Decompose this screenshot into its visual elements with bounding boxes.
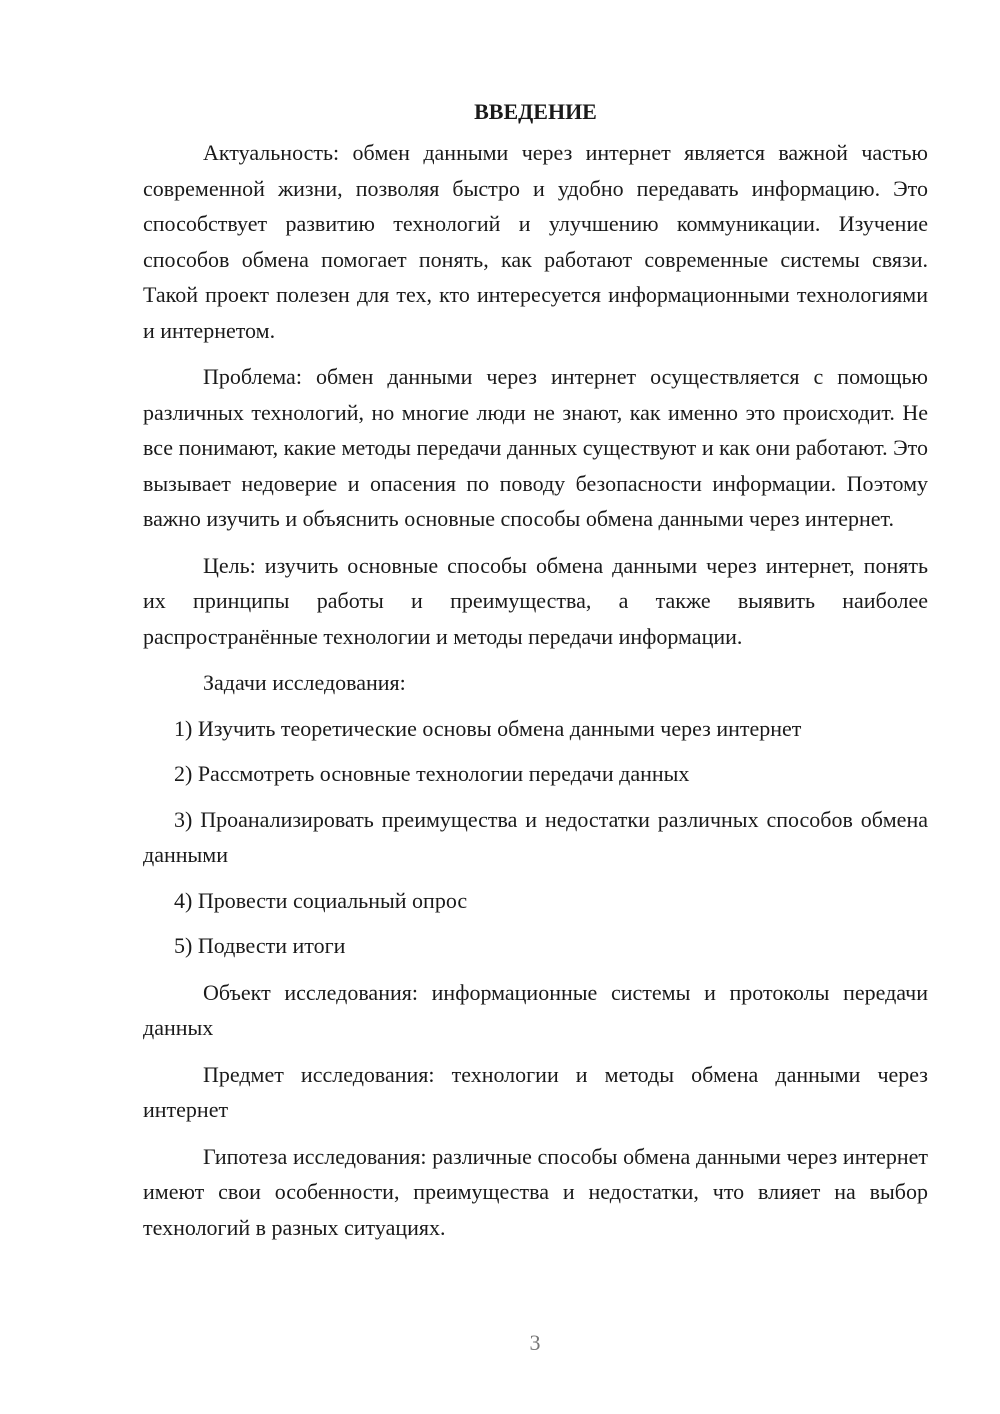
- page-title: ВВЕДЕНИЕ: [474, 99, 597, 124]
- paragraph-relevance: Актуальность: обмен данными через интернет является важной частью современной жизни, позволяя быстро и удобно передавать информацию. Это способствует развитию технологий и улучшению коммуникации. Изучение способов обмена помогает понять, как работают современные системы связи. Такой проект полезен для тех, кто интересуется информационными технологиями и интернетом.: [143, 140, 928, 343]
- task-item-1: 1) Изучить теоретические основы обмена данными через интернет: [174, 715, 802, 741]
- paragraph-problem: Проблема: обмен данными через интернет осуществляется с помощью различных технологий, но многие люди не знают, как именно это происходит. Не все понимают, какие методы передачи данных существуют и как они работают. Это вызывает недоверие и опасения по поводу безопасности информации. Поэтому важно изучить и объяснить основные способы обмена данными через интернет.: [143, 364, 928, 531]
- document-page: [143, 92, 928, 1292]
- paragraph-object: Объект исследования: информационные системы и протоколы передачи данных: [143, 979, 928, 1040]
- task-item-3: 3) Проанализировать преимущества и недостатки различных способов обмена данными: [143, 806, 928, 867]
- paragraph-subject: Предмет исследования: технологии и методы обмена данными через интернет: [143, 1061, 928, 1122]
- tasks-heading: Задачи исследования:: [203, 670, 406, 695]
- task-item-4: 4) Провести социальный опрос: [174, 887, 468, 913]
- paragraph-hypothesis: Гипотеза исследования: различные способы обмена данными через интернет имеют свои особенности, преимущества и недостатки, что влияет на выбор технологий в разных ситуациях.: [143, 1143, 928, 1240]
- paragraph-goal: Цель: изучить основные способы обмена данными через интернет, понять их принципы работы и преимущества, а также выявить наиболее распространённые технологии и методы передачи информации.: [143, 552, 928, 649]
- task-item-5: 5) Подвести итоги: [174, 933, 346, 958]
- page-number: 3: [529, 1330, 541, 1355]
- task-item-2: 2) Рассмотреть основные технологии передачи данных: [174, 761, 690, 786]
